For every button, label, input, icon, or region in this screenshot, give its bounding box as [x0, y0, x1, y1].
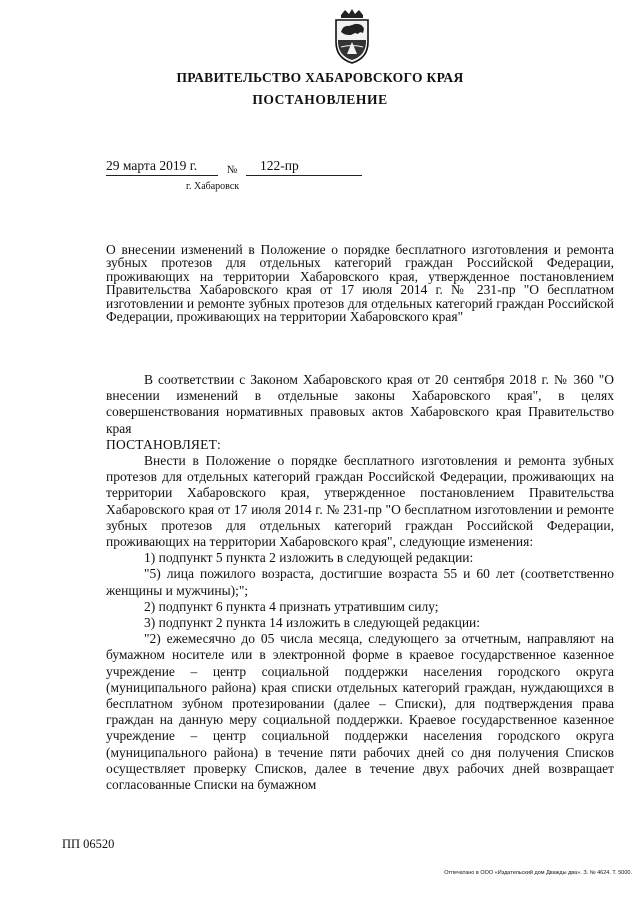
intro-paragraph: В соответствии с Законом Хабаровского края от 20 сентября 2018 г. № 360 "О внесении изменений в отдельные законы Хабаровского края", в целях совершенствования нормативных правовых актов Хабаровского края Правительство края: [106, 372, 614, 436]
decree-word: ПОСТАНОВЛЯЕТ:: [106, 436, 221, 452]
body-paragraph: Внести в Положение о порядке бесплатного изготовления и ремонта зубных протезов для отдельных категорий граждан Российской Федерации, проживающих на территории Хабаровского края, утвержденное постановлением Правительства Хабаровского края от 17 июля 2014 г. № 231-пр "О бесплатном изготовлении и ремонте зубных протезов для отдельных категорий граждан Российской Федерации, проживающих на территории Хабаровского края", следующие изменения:: [106, 453, 614, 550]
document-type: ПОСТАНОВЛЕНИЕ: [252, 92, 388, 107]
document-code: ПП 06520: [62, 837, 115, 851]
body-paragraph: 1) подпункт 5 пункта 2 изложить в следующей редакции:: [144, 550, 474, 566]
government-title: ПРАВИТЕЛЬСТВО ХАБАРОВСКОГО КРАЯ: [176, 70, 464, 85]
document-date: 29 марта 2019 г.: [106, 158, 218, 176]
body-paragraph: "5) лица пожилого возраста, достигшие возраста 55 и 60 лет (соответственно женщины и мужчины);";: [106, 566, 614, 598]
document-number: 122-пр: [246, 158, 362, 176]
print-note: Отпечатано в ООО «Издательский дом Дважды два». З. № 4624. Т. 5000.: [444, 870, 632, 876]
document-subject: О внесении изменений в Положение о порядке бесплатного изготовления и ремонта зубных протезов для отдельных категорий граждан Российской Федерации, проживающих на территории Хабаровского края, утвержденное постановлением Правительства Хабаровского края от 17 июля 2014 г. № 231-пр "О бесплатном изготовлении и ремонте зубных протезов для отдельных категорий граждан Российской Федерации, проживающих на территории Хабаровского края": [106, 242, 614, 325]
body-paragraph: 2) подпункт 6 пункта 4 признать утратившим силу;: [144, 598, 439, 614]
number-sign: №: [226, 164, 238, 176]
body-paragraph: "2) ежемесячно до 05 числа месяца, следующего за отчетным, направляют на бумажном носителе или в электронной форме в краевое государственное казенное учреждение – центр социальной поддержки населения городского округа (муниципального района) края списки отдельных категорий граждан, нуждающихся в бесплатном зубном протезировании (далее – Списки), для подтверждения права граждан на данную меру социальной поддержки. Краевое государственное казенное учреждение – центр социальной поддержки населения городского округа (муниципального района) в течение пяти рабочих дней со дня получения Списков осуществляет проверку Списков, далее в течение двух рабочих дней возвращает согласованные Списки на бумажном: [106, 631, 614, 793]
body-paragraph: 3) подпункт 2 пункта 14 изложить в следующей редакции:: [144, 615, 481, 631]
document-body: [106, 372, 614, 793]
coat-of-arms-icon: [331, 8, 373, 64]
city-label: г. Хабаровск: [186, 181, 240, 192]
date-number-line: [106, 158, 362, 176]
